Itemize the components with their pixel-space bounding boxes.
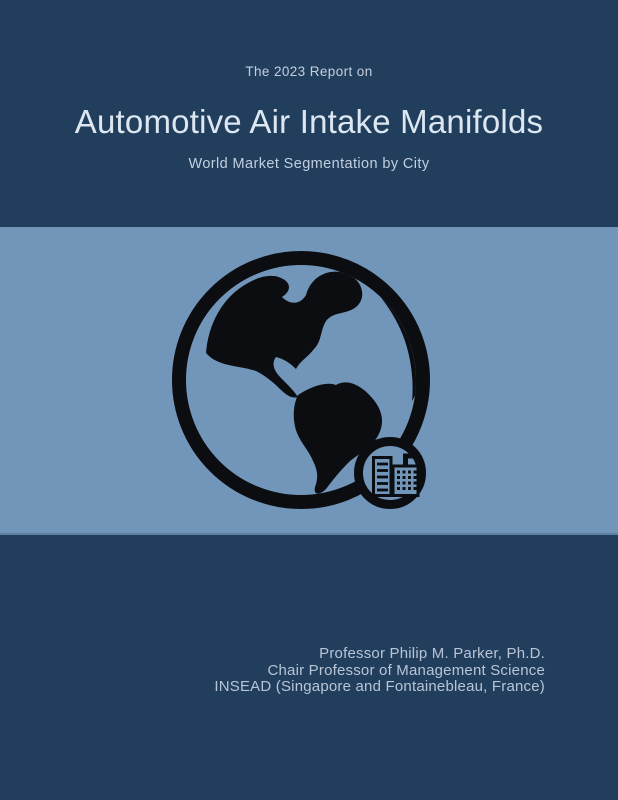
north-america-shape: [206, 272, 362, 398]
footer-section: [0, 535, 618, 800]
page-title: Automotive Air Intake Manifolds: [74, 103, 544, 140]
author-name: Professor Philip M. Parker, Ph.D.: [319, 645, 545, 662]
hero-band: [0, 227, 618, 535]
subtitle: World Market Segmentation by City: [188, 156, 430, 172]
kicker-line: The 2023 Report on: [245, 64, 373, 79]
title-section: [0, 0, 618, 227]
right-building-shape: [393, 466, 418, 496]
author-role: Chair Professor of Management Science: [267, 661, 545, 679]
author-affiliation: INSEAD (Singapore and Fontainebleau, France): [214, 678, 545, 695]
city-buildings-badge-icon: [353, 436, 427, 510]
author-block: [214, 646, 545, 696]
